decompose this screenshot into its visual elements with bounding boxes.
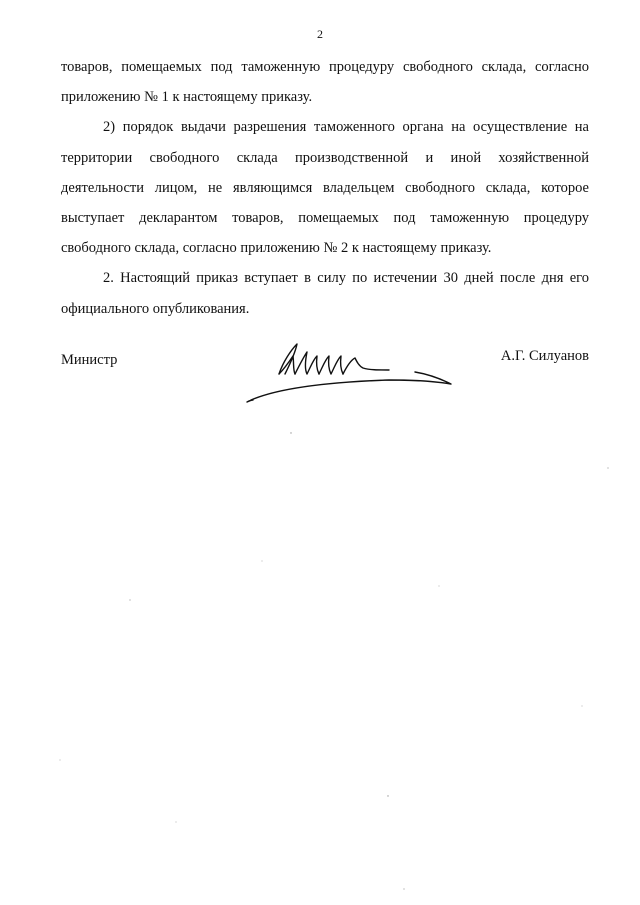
paragraph-item-2: 2) порядок выдачи разрешения таможенного органа на осуществление на территории свободного склада производственной и иной хозяйственной деятельности лицом, не являющимся владельцем свободного склада, которое выступает декларантом товаров, помещаемых под таможенную процедуру свободного склада, согласно приложению № 2 к настоящему приказу. <box>61 119 589 257</box>
signature-block <box>61 340 589 410</box>
signatory-name: А.Г. Силуанов <box>500 348 589 364</box>
page-number: 2 <box>317 27 323 41</box>
document-body <box>61 52 589 324</box>
paragraph-continuation: товаров, помещаемых под таможенную процедуру свободного склада, согласно приложению № 1 к настоящему приказу. <box>61 59 589 106</box>
handwritten-signature <box>239 340 499 410</box>
signatory-position: Министр <box>61 352 118 368</box>
paragraph-effective-date: 2. Настоящий приказ вступает в силу по истечении 30 дней после дня его официального опубликования. <box>61 270 589 317</box>
